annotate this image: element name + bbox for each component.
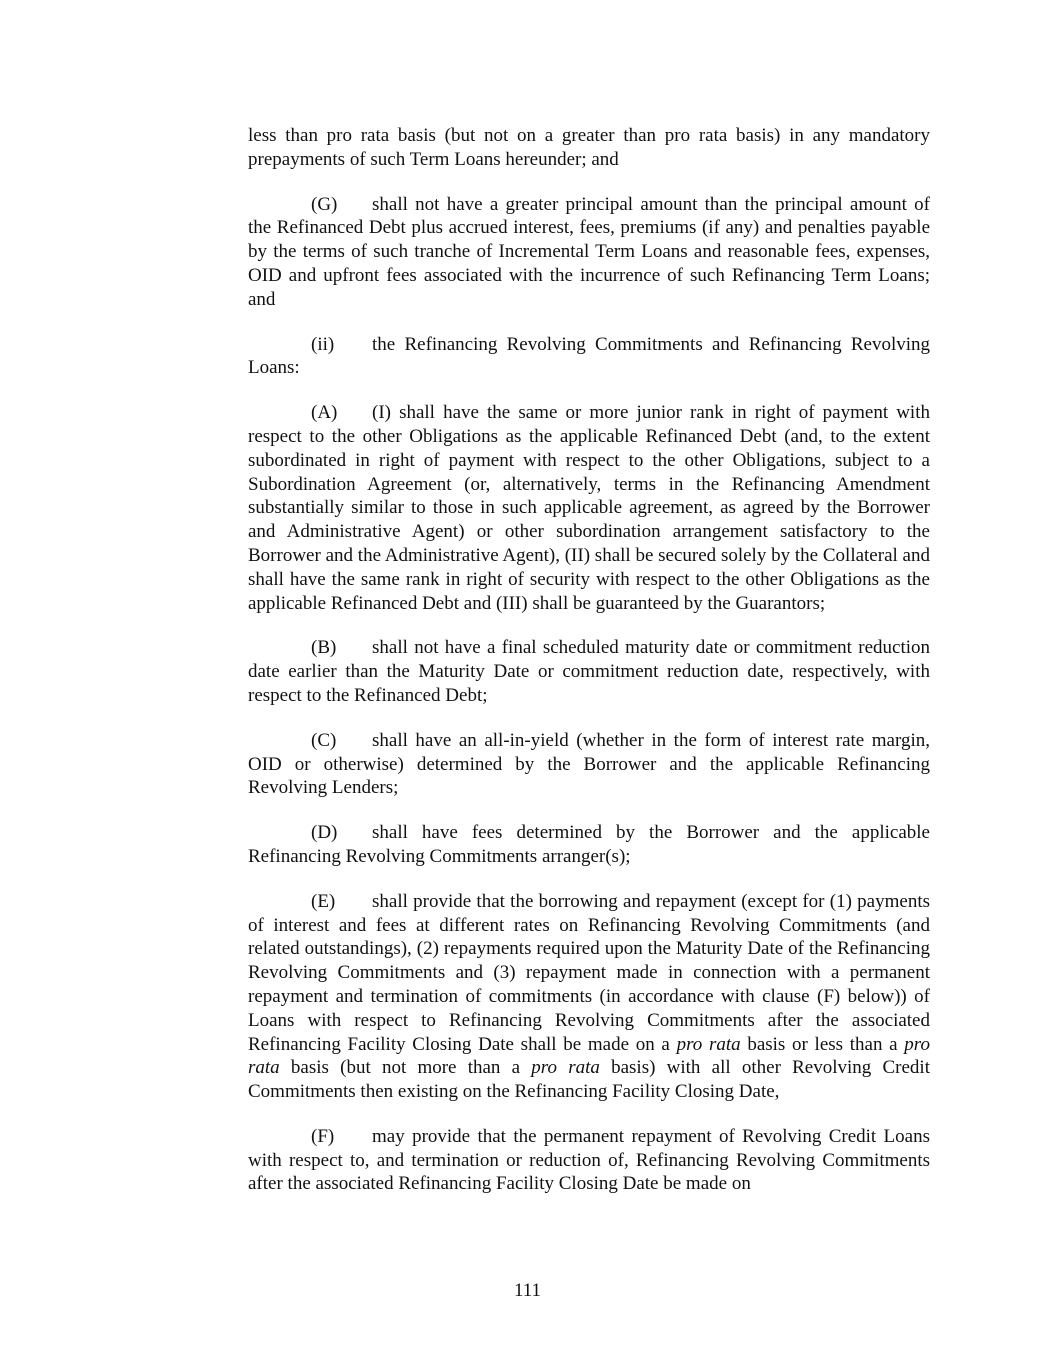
clause-text: shall not have a final scheduled maturity date or commitment reduction date earlier than the Maturity Date or commitment reduction date, respectively, with respect to the Refinanced Debt; [248, 637, 930, 706]
clause-text: shall provide that the borrowing and repayment (except for (1) payments of interest and fees at different rates on Refinancing Revolving Commitments (and related outstandings), (2) repayments required upon the Maturity Date of the Refinancing Revolving Commitments and (3) repayment made in connection with a permanent repayment and termination of commitments (in accordance with clause (F) below)) of Loans with respect to Refinancing Revolving Commitments after the associated Refinancing Facility Closing Date shall be made on a [248, 890, 930, 1055]
clause-a [248, 401, 930, 615]
clause-c [248, 729, 930, 800]
clause-f [248, 1125, 930, 1196]
clause-text: basis (but not more than a [279, 1057, 532, 1079]
italic-term: pro rata [531, 1057, 600, 1079]
clause-label: (E) [311, 890, 336, 912]
clause-text: may provide that the permanent repayment of Revolving Credit Loans with respect to, and termination or reduction of, Refinancing Revolving Commitments after the associated Refinancing Facility Closing Date be made on [248, 1125, 930, 1195]
document-body [248, 124, 930, 1217]
clause-label: (A) [311, 402, 338, 424]
clause-e [248, 890, 930, 1104]
page-number: 111 [513, 1280, 542, 1301]
clause-text: basis or less than a [740, 1033, 905, 1055]
clause-d [248, 821, 930, 869]
italic-term: pro rata [248, 1033, 930, 1079]
clause-label: (C) [311, 729, 337, 751]
clause-b [248, 636, 930, 707]
clause-text: (I) shall have the same or more junior rank in right of payment with respect to the other Obligations as the applicable Refinanced Debt (and, to the extent subordinated in right of payment with respect to the other Obligations, subject to a Subordination Agreement (or, alternatively, terms in the Refinancing Amendment substantially similar to those in such applicable agreement, as agreed by the Borrower and Administrative Agent) or other subordination arrangement satisfactory to the Borrower and the Administrative Agent), (II) shall be secured solely by the Collateral and shall have the same rank in right of security with respect to the other Obligations as the applicable Refinanced Debt and (III) shall be guaranteed by the Guarantors; [248, 402, 930, 614]
clause-text: the Refinancing Revolving Commitments and Refinancing Revolving Loans: [248, 333, 930, 379]
clause-g [248, 193, 930, 312]
clause-label: (B) [311, 637, 337, 659]
clause-text: shall have an all-in-yield (whether in the form of interest rate margin, OID or otherwise) determined by the Borrower and the applicable Refinancing Revolving Lenders; [248, 729, 930, 799]
clause-ii [248, 333, 930, 381]
clause-text: shall have fees determined by the Borrower and the applicable Refinancing Revolving Commitments arranger(s); [248, 822, 930, 867]
clause-text: shall not have a greater principal amount than the principal amount of the Refinanced Debt plus accrued interest, fees, premiums (if any) and penalties payable by the terms of such tranche of Incremental Term Loans and reasonable fees, expenses, OID and upfront fees associated with the incurrence of such Refinancing Term Loans; and [248, 193, 930, 310]
paragraph-continued: less than pro rata basis (but not on a greater than pro rata basis) in any mandatory prepayments of such Term Loans hereunder; and [248, 125, 930, 170]
clause-label: (ii) [311, 333, 335, 355]
clause-label: (G) [311, 193, 338, 215]
italic-term: pro rata [676, 1033, 741, 1055]
clause-text: basis) with all other Revolving Credit Commitments then existing on the Refinancing Facility Closing Date, [248, 1057, 930, 1103]
clause-label: (F) [311, 1125, 335, 1147]
clause-label: (D) [311, 822, 338, 844]
